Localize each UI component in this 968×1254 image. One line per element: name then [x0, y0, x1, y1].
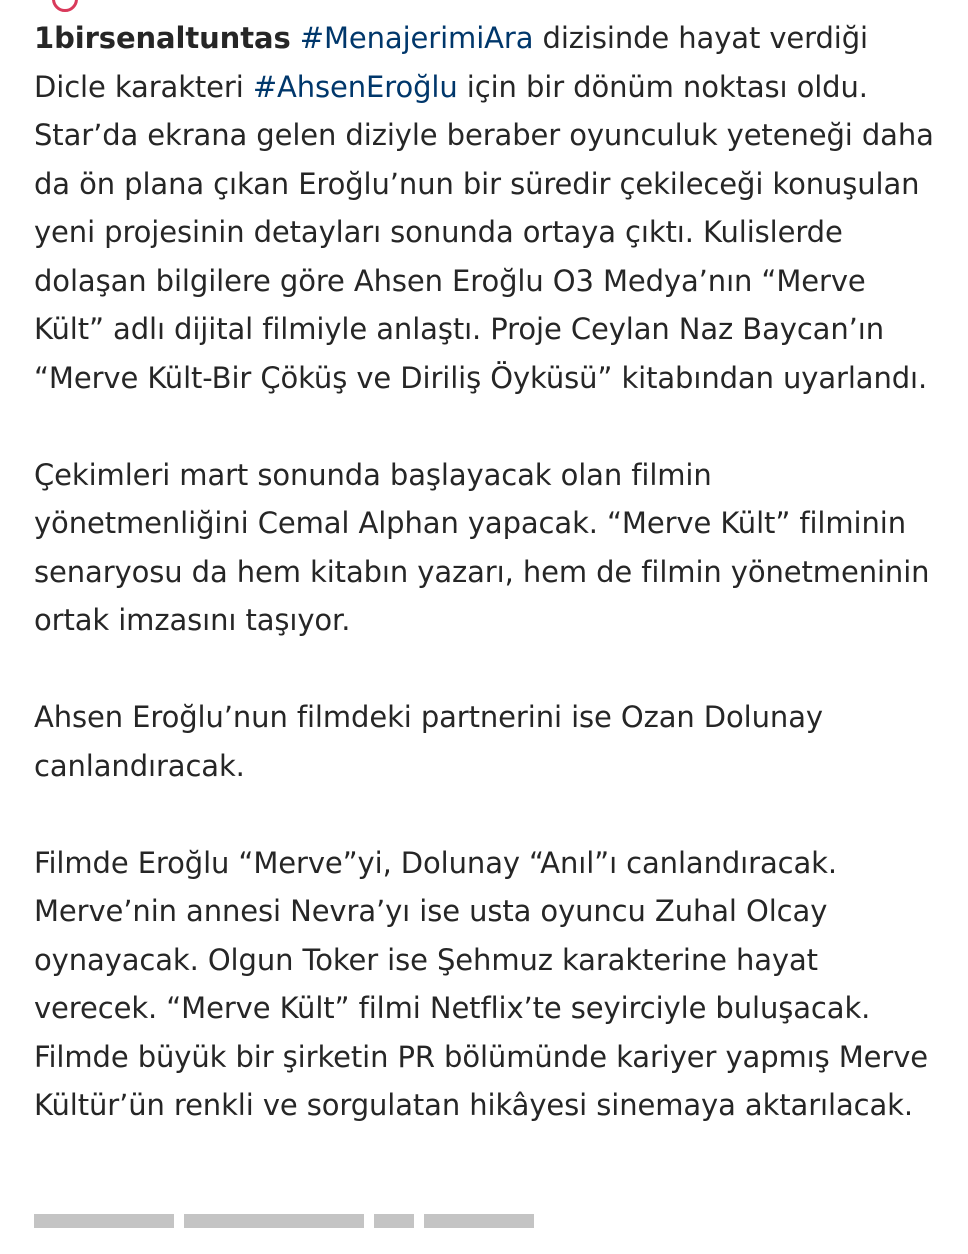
hashtag-actress-link[interactable]: #AhsenEroğlu — [252, 69, 458, 104]
caption-paragraph-4: Filmde Eroğlu “Merve”yi, Dolunay “Anıl”ı canlandıracak. Merve’nin annesi Nevra’yı ise usta oyuncu Zuhal Olcay oynayacak. Olgun Toker ise Şehmuz karakterine hayat verecek. “Merve Kült” filmi Netflix’te seyirciyle buluşacak. Filmde büyük bir şirketin PR bölümünde kariyer yapmış Merve Kültür’ün renkli ve sorgulatan hikâyesi sinemaya aktarılacak. — [34, 845, 929, 1122]
comments-link-cutoff[interactable] — [34, 1214, 554, 1254]
cut-off-text-graphic — [34, 1214, 554, 1254]
caption-text: için bir dönüm noktası oldu. Star’da ekrana gelen diziyle beraber oyunculuk yeteneği daha da ön plana çıkan Eroğlu’nun bir süredir çekileceği konuşulan yeni projesinin detayları sonunda ortaya çıktı. Kulislerde dolaşan bilgilere göre Ahsen Eroğlu O3 Medya’nın “Merve Kült” adlı dijital filmiyle anlaştı. Proje Ceylan Naz Baycan’ın “Merve Kült-Bir Çöküş ve Diriliş Öyküsü” kitabından uyarlandı. — [34, 69, 934, 395]
avatar-ring[interactable] — [52, 0, 78, 12]
caption-paragraph-2: Çekimleri mart sonunda başlayacak olan filmin yönetmenliğini Cemal Alphan yapacak. “Merve Kült” filminin senaryosu da hem kitabın yazarı, hem de filmin yönetmeninin ortak imzasını taşıyor. — [34, 457, 930, 637]
caption-paragraph-3: Ahsen Eroğlu’nun filmdeki partnerini ise Ozan Dolunay canlandıracak. — [34, 700, 823, 783]
paragraph-gap — [34, 645, 934, 694]
caption-text: dizisinde hayat verdiği Dicle karakteri — [34, 21, 868, 104]
hashtag-series-link[interactable]: #MenajerimiAra — [299, 21, 534, 55]
paragraph-gap — [34, 790, 934, 839]
username-link[interactable]: 1birsenaltuntas — [34, 21, 291, 55]
caption-paragraph-1 — [34, 14, 934, 402]
post-caption — [34, 14, 934, 1130]
paragraph-gap — [34, 402, 934, 451]
